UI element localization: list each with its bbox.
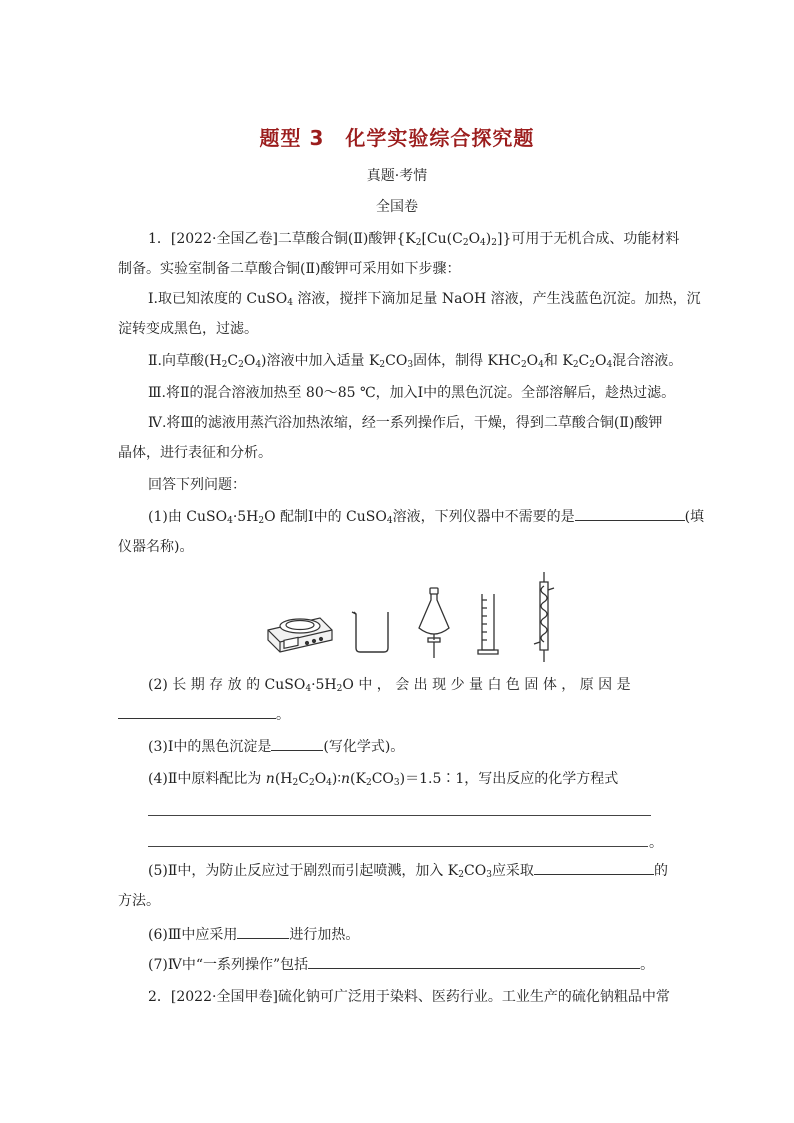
q1-intro-line1: 1．[2022·全国乙卷]二草酸合铜(Ⅱ)酸钾$\{K_2[Cu(C_2O_4)_2]\}$可用于无机合成、功能材料 [148,231,680,248]
part-1-line1: (1)由 $CuSO_4\cdot 5H_2O$ 配制Ⅰ中的 CuSO$_4$溶液，下列仪器中不需要的是 (填 [148,502,706,532]
answer-line-4-period: 。 [649,835,663,851]
step-3: Ⅲ.将Ⅱ的混合溶液加热至 80～85 ℃，加入Ⅰ中的黑色沉淀。全部溶解后，趁热过滤。 [148,385,676,401]
step-4-line1: Ⅳ.将Ⅲ的滤液用蒸汽浴加热浓缩，经一系列操作后，干燥，得到二草酸合铜(Ⅱ)酸钾 [148,415,663,431]
section-heading: 全国卷 [376,199,418,215]
step-2: Ⅱ.向草酸$(H_2C_2O_4)$溶液中加入适量 $K_2CO_3$固体，制得 $KHC_2O_4$和 $K_2C_2O_4$混合溶液。 [148,353,683,370]
step-1-line1: Ⅰ.取已知浓度的 CuSO$_4$ 溶液，搅拌下滴加足量 NaOH 溶液，产生浅蓝色沉淀。加热，沉 [148,291,701,308]
answer-blank-6[interactable] [237,924,289,939]
lab-apparatus-figure [262,570,562,665]
beaker-icon [352,612,388,652]
part-5-line2: 方法。 [118,893,160,909]
answer-blank-5[interactable] [534,860,654,875]
part-2-line2: 。 [118,700,676,730]
answer-blank-1[interactable] [575,506,685,521]
q2-intro: 2．[2022·全国甲卷]硫化钠可广泛用于染料、医药行业。工业生产的硫化钠粗品中常 [148,989,670,1005]
condenser-icon [534,572,554,662]
step-1-line2: 淀转变成黑色，过滤。 [118,321,258,337]
step-4-line2: 晶体，进行表征和分析。 [118,445,272,461]
part-6: (6)Ⅲ中应采用 进行加热。 [148,920,706,950]
answer-line-4a[interactable] [148,814,651,816]
answer-prompt: 回答下列问题： [148,477,246,493]
graduated-cylinder-icon [478,594,498,654]
answer-line-4b[interactable] [148,845,648,847]
part-4: (4)Ⅱ中原料配比为 $n(H_2C_2O_4)∶n(K_2CO_3)=1.5∶1$，写出反应的化学方程式 [148,771,619,788]
page-title: 题型 3 化学实验综合探究题 [259,126,535,150]
subtitle: 真题·考情 [366,168,428,184]
answer-blank-7[interactable] [308,954,640,969]
electronic-balance-icon [268,618,332,652]
part-7: (7)Ⅳ中“一系列操作”包括 。 [148,950,706,980]
part-3: (3)Ⅰ中的黑色沉淀是 (写化学式)。 [148,732,706,762]
part-1-line2: 仪器名称)。 [118,539,194,555]
q1-intro-line2: 制备。实验室制备二草酸合铜(Ⅱ)酸钾可采用如下步骤： [118,261,461,277]
separatory-funnel-icon [419,588,449,658]
part-2-line1: (2) 长 期 存 放 的 $CuSO_4\cdot 5H_2O$ 中 ， 会 出 现 少 量 白 色 固 体 ， 原 因 是 [148,677,631,694]
part-5-line1: (5)Ⅱ中，为防止反应过于剧烈而引起喷溅，加入 $K_2CO_3$应采取 的 [148,856,706,886]
answer-blank-3[interactable] [271,736,323,751]
answer-blank-2[interactable] [118,704,276,719]
